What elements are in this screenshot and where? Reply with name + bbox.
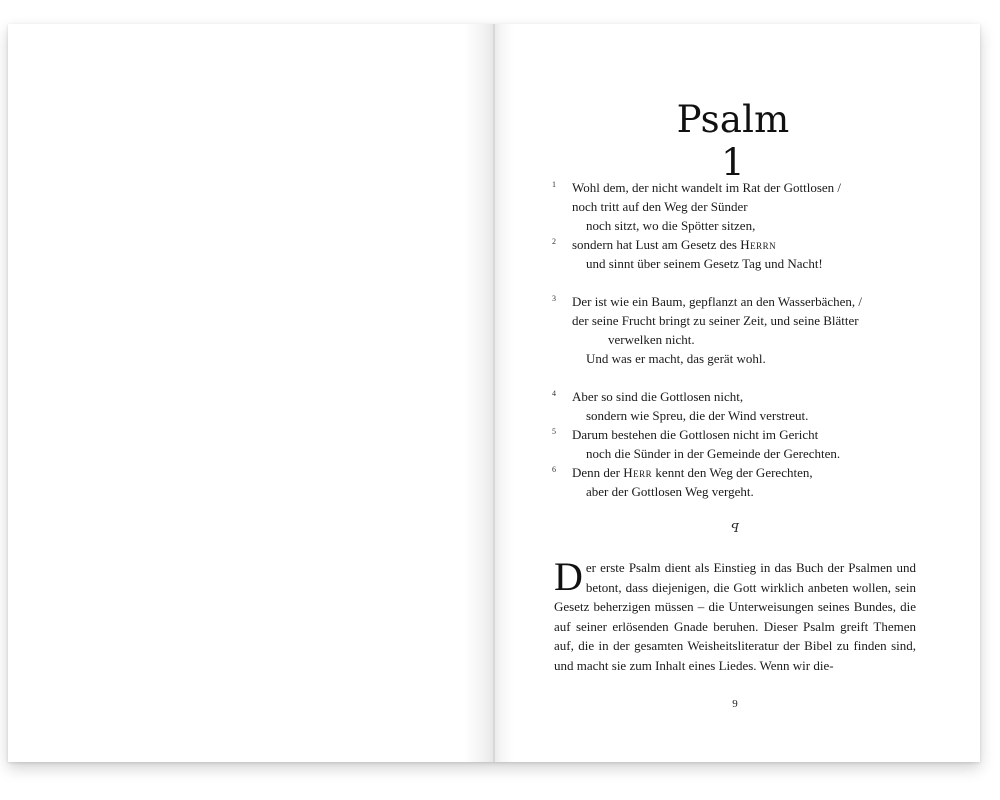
divine-name: Herr <box>623 465 653 480</box>
drop-cap: D <box>554 554 583 599</box>
verse-text: noch tritt auf den Weg der Sünder <box>572 199 748 214</box>
verse-number: 1 <box>552 180 556 189</box>
commentary-paragraph <box>554 554 916 675</box>
verse-line <box>552 406 932 425</box>
verse-text: Aber so sind die Gottlosen nicht, <box>572 389 744 404</box>
section-ornament-icon: ꟼ <box>730 521 740 535</box>
verse-number: 4 <box>552 389 556 398</box>
verse-text: der seine Frucht bringt zu seiner Zeit, und seine Blätter <box>572 313 859 328</box>
verse-line <box>552 482 932 501</box>
verse-line <box>552 197 932 216</box>
verse-text: noch die Sünder in der Gemeinde der Gerechten. <box>586 446 841 461</box>
verse-number: 6 <box>552 465 556 474</box>
verse-text: Wohl dem, der nicht wandelt im Rat der Gottlosen / <box>572 180 842 195</box>
verse-line <box>552 254 932 273</box>
verse-number: 5 <box>552 427 556 436</box>
verse-number: 2 <box>552 237 556 246</box>
verse-text: Darum bestehen die Gottlosen nicht im Gericht <box>572 427 819 442</box>
page-number: 9 <box>732 698 738 710</box>
verse-line <box>552 330 932 349</box>
verse-line <box>552 216 932 235</box>
left-page <box>8 24 494 762</box>
verse-line <box>552 235 932 254</box>
verse-text: noch sitzt, wo die Spötter sitzen, <box>586 218 756 233</box>
verse-text: Und was er macht, das gerät wohl. <box>586 351 766 366</box>
verse-line <box>552 425 932 444</box>
verse-line <box>552 387 932 406</box>
divine-name: Herrn <box>740 237 777 252</box>
verse-line <box>552 311 932 330</box>
verse-text: sondern wie Spreu, die der Wind verstreut. <box>586 408 809 423</box>
verse-text: sondern hat Lust am Gesetz des Herrn <box>572 237 777 252</box>
verse-line <box>552 292 932 311</box>
book-gutter <box>493 24 495 762</box>
verse-line <box>552 463 932 482</box>
verse-number: 3 <box>552 294 556 303</box>
verse-text: und sinnt über seinem Gesetz Tag und Nacht! <box>586 256 823 271</box>
verse-text: Der ist wie ein Baum, gepflanzt an den Wasserbächen, / <box>572 294 863 309</box>
page-title: Psalm 1 <box>676 98 790 184</box>
commentary-text: er erste Psalm dient als Einstieg in das Buch der Psalmen und betont, dass diejenigen, die Gott wirklich anbeten wollen, sein Gesetz beherzigen müssen – die Unterweisungen seines Bundes, die auf seiner erlösenden Gnade beruhen. Dieser Psalm greift Themen auf, die in der gesamten Weisheitsliteratur der Bibel zu finden sind, und macht sie zum Inhalt eines Liedes. Wenn wir die- <box>554 560 916 673</box>
verse-line <box>552 444 932 463</box>
verse-text: Denn der Herr kennt den Weg der Gerechten, <box>572 465 813 480</box>
psalm-verses <box>552 178 932 501</box>
verse-line <box>552 349 932 368</box>
verse-text: aber der Gottlosen Weg vergeht. <box>586 484 754 499</box>
verse-text: verwelken nicht. <box>608 332 695 347</box>
verse-line <box>552 178 932 197</box>
